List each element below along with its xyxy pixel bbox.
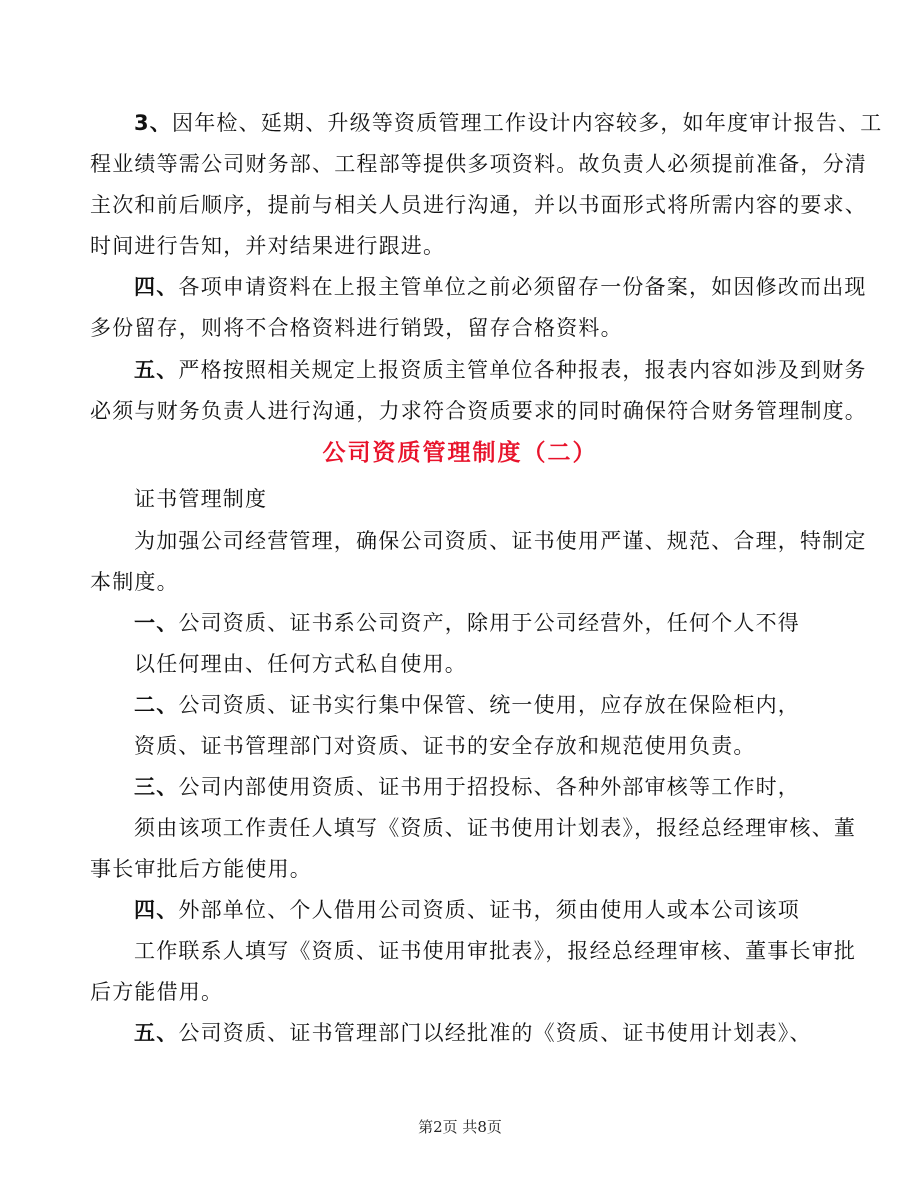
intro-line-1: 为加强公司经营管理，确保公司资质、证书使用严谨、规范、合理，特制定: [134, 529, 867, 553]
page-number: 第2页 共8页: [418, 1118, 502, 1136]
paragraph-5-line-2: 必须与财务负责人进行沟通，力求符合资质要求的同时确保符合财务管理制度。: [90, 399, 867, 423]
paragraph-3-line-1: 3、因年检、延期、升级等资质管理工作设计内容较多，如年度审计报告、工: [134, 111, 883, 135]
item-4-line-2: 工作联系人填写《资质、证书使用审批表》，报经总经理审核、董事长审批: [134, 939, 857, 963]
paragraph-4-line-1: 四、各项申请资料在上报主管单位之前必须留存一份备案，如因修改而出现: [134, 275, 867, 299]
item-5-line-1: 五、公司资质、证书管理部门以经批准的《资质、证书使用计划表》、: [134, 1021, 812, 1045]
paragraph-3-line-3: 主次和前后顺序，提前与相关人员进行沟通，并以书面形式将所需内容的要求、: [90, 193, 867, 217]
item-3-line-3: 事长审批后方能使用。: [90, 857, 312, 881]
item-3-line-1: 三、公司内部使用资质、证书用于招投标、各种外部审核等工作时，: [134, 775, 801, 799]
paragraph-5-line-1: 五、严格按照相关规定上报资质主管单位各种报表，报表内容如涉及到财务: [134, 358, 867, 382]
item-3-line-2: 须由该项工作责任人填写《资质、证书使用计划表》，报经总经理审核、董: [134, 816, 857, 840]
paragraph-3-line-4: 时间进行告知，并对结果进行跟进。: [90, 234, 446, 258]
paragraph-3-line-2: 程业绩等需公司财务部、工程部等提供多项资料。故负责人必须提前准备，分清: [90, 152, 867, 176]
intro-line-2: 本制度。: [90, 570, 179, 594]
item-1-line-2: 以任何理由、任何方式私自使用。: [134, 652, 467, 676]
item-2-line-1: 二、公司资质、证书实行集中保管、统一使用，应存放在保险柜内，: [134, 693, 801, 717]
section-title: 公司资质管理制度（二）: [322, 440, 598, 466]
item-4-line-1: 四、外部单位、个人借用公司资质、证书，须由使用人或本公司该项: [134, 898, 801, 922]
item-2-line-2: 资质、证书管理部门对资质、证书的安全存放和规范使用负责。: [134, 734, 756, 758]
section-subtitle: 证书管理制度: [134, 487, 268, 511]
item-4-line-3: 后方能借用。: [90, 980, 224, 1004]
item-1-line-1: 一、公司资质、证书系公司资产，除用于公司经营外，任何个人不得: [134, 611, 801, 635]
paragraph-4-line-2: 多份留存，则将不合格资料进行销毁，留存合格资料。: [90, 316, 623, 340]
